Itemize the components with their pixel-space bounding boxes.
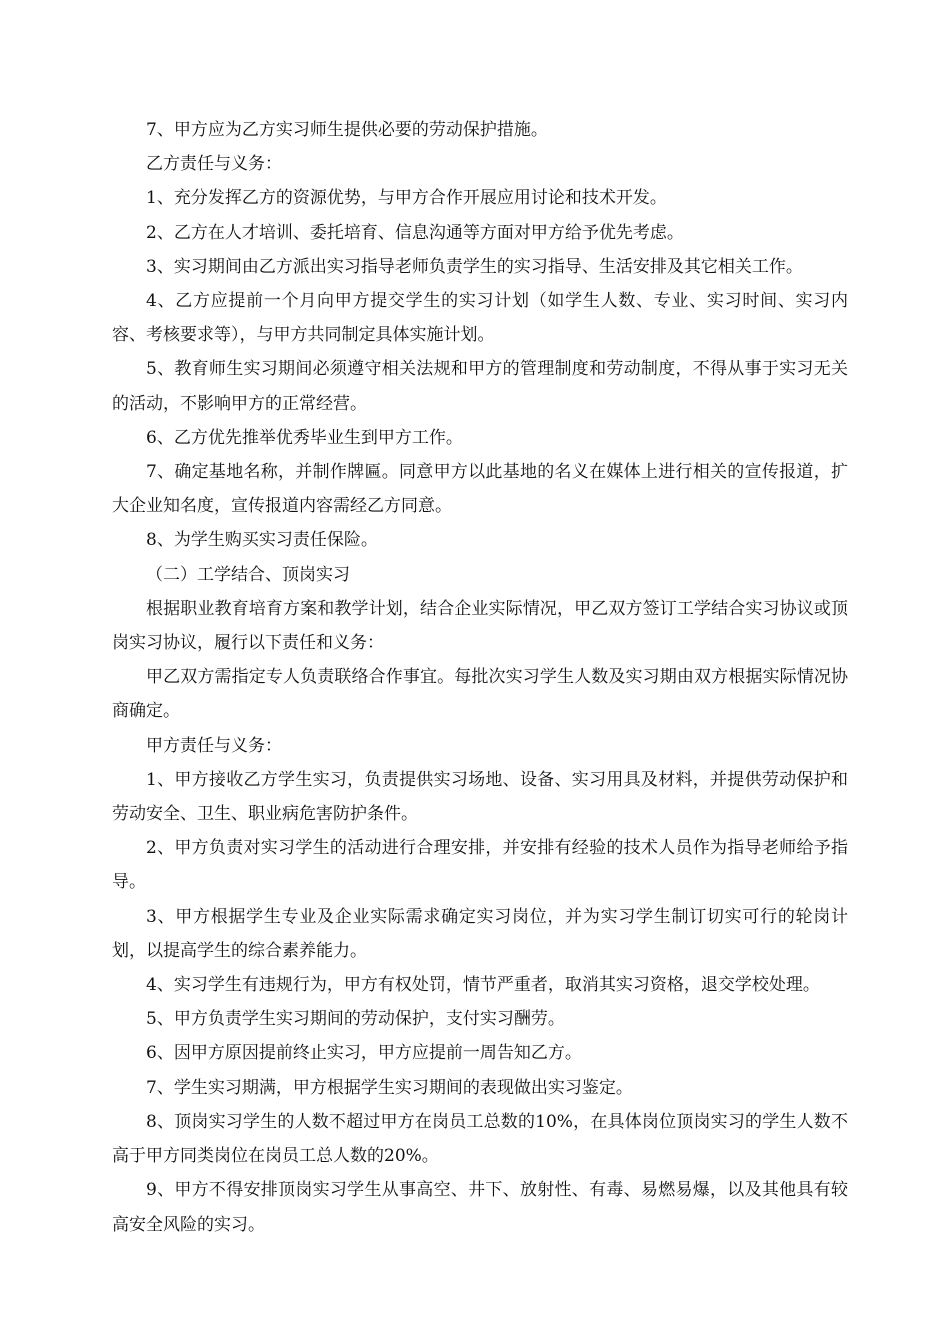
paragraph-yifang-item-6: 6、乙方优先推举优秀毕业生到甲方工作。 — [146, 427, 463, 448]
paragraph-jiafang2-item-2: 2、甲方负责对实习学生的活动进行合理安排，并安排有经验的技术人员作为指导老师给予指导。 — [112, 838, 848, 893]
heading-jiafang-duties: 甲方责任与义务： — [146, 735, 282, 756]
paragraph-jiafang2-item-6: 6、因甲方原因提前终止实习，甲方应提前一周告知乙方。 — [146, 1043, 582, 1064]
paragraph-liaison: 甲乙双方需指定专人负责联络合作事宜。每批次实习学生人数及实习期由双方根据实际情况协商确定。 — [112, 667, 848, 722]
paragraph-yifang-item-3: 3、实习期间由乙方派出实习指导老师负责学生的实习指导、生活安排及其它相关工作。 — [146, 256, 803, 277]
paragraph-jiafang2-item-9: 9、甲方不得安排顶岗实习学生从事高空、井下、放射性、有毒、易燃易爆，以及其他具有较高安全风险的实习。 — [112, 1180, 848, 1235]
paragraph-jiafang2-item-7: 7、学生实习期满，甲方根据学生实习期间的表现做出实习鉴定。 — [146, 1077, 633, 1098]
paragraph-yifang-item-8: 8、为学生购买实习责任保险。 — [146, 530, 378, 551]
heading-section-two: （二）工学结合、顶岗实习 — [146, 564, 350, 585]
paragraph-jiafang2-item-4: 4、实习学生有违规行为，甲方有权处罚，情节严重者，取消其实习资格，退交学校处理。 — [146, 975, 820, 996]
paragraph-section-two-intro: 根据职业教育培育方案和教学计划，结合企业实际情况，甲乙双方签订工学结合实习协议或顶岗实习协议，履行以下责任和义务： — [112, 598, 848, 654]
heading-yifang-duties: 乙方责任与义务： — [146, 154, 282, 175]
paragraph-jiafang2-item-5: 5、甲方负责学生实习期间的劳动保护，支付实习酬劳。 — [146, 1009, 565, 1030]
paragraph-yifang-item-7: 7、确定基地名称，并制作牌匾。同意甲方以此基地的名义在媒体上进行相关的宣传报道，扩大企业知名度，宣传报道内容需经乙方同意。 — [112, 462, 848, 517]
paragraph-jiafang2-item-8: 8、顶岗实习学生的人数不超过甲方在岗员工总数的10%，在具体岗位顶岗实习的学生人数不高于甲方同类岗位在岗员工总人数的20%。 — [112, 1111, 848, 1167]
paragraph-yifang-item-2: 2、乙方在人才培训、委托培育、信息沟通等方面对甲方给予优先考虑。 — [146, 222, 684, 243]
document-body — [112, 113, 848, 1242]
paragraph-yifang-item-5: 5、教育师生实习期间必须遵守相关法规和甲方的管理制度和劳动制度，不得从事于实习无关的活动，不影响甲方的正常经营。 — [112, 359, 848, 414]
paragraph-yifang-item-1: 1、充分发挥乙方的资源优势，与甲方合作开展应用讨论和技术开发。 — [146, 188, 667, 209]
paragraph-jiafang-item-7: 7、甲方应为乙方实习师生提供必要的劳动保护措施。 — [146, 120, 548, 140]
paragraph-jiafang2-item-1: 1、甲方接收乙方学生实习，负责提供实习场地、设备、实习用具及材料，并提供劳动保护和劳动安全、卫生、职业病危害防护条件。 — [112, 769, 848, 825]
paragraph-yifang-item-4: 4、乙方应提前一个月向甲方提交学生的实习计划（如学生人数、专业、实习时间、实习内容、考核要求等），与甲方共同制定具体实施计划。 — [112, 291, 848, 346]
paragraph-jiafang2-item-3: 3、甲方根据学生专业及企业实际需求确定实习岗位，并为实习学生制订切实可行的轮岗计划，以提高学生的综合素养能力。 — [112, 906, 848, 961]
